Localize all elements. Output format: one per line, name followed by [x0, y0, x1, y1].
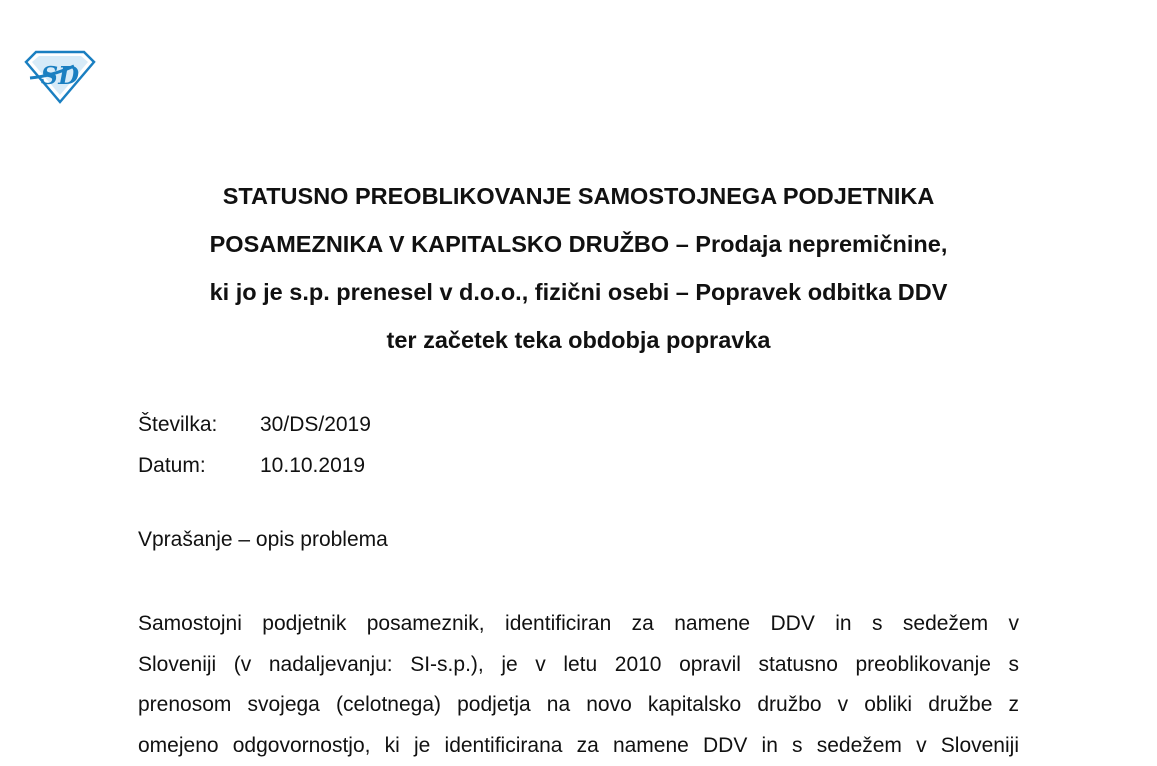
date-label: Datum:	[138, 445, 260, 486]
body-paragraph	[138, 604, 1019, 766]
number-row	[138, 404, 371, 445]
paragraph-line: omejeno odgovornostjo, ki je identificirana za namene DDV in s sedežem v Sloveniji	[138, 726, 1019, 766]
title-line: POSAMEZNIKA V KAPITALSKO DRUŽBO – Prodaja nepremičnine,	[0, 220, 1157, 268]
paragraph-line: Sloveniji (v nadaljevanju: SI-s.p.), je v letu 2010 opravil statusno preoblikovanje s	[138, 645, 1019, 686]
date-value: 10.10.2019	[260, 445, 365, 486]
document-meta	[138, 404, 371, 486]
date-row	[138, 445, 371, 486]
title-line: ki jo je s.p. prenesel v d.o.o., fizični osebi – Popravek odbitka DDV	[0, 268, 1157, 316]
sd-logo-icon	[22, 48, 96, 104]
section-heading: Vprašanje – opis problema	[138, 525, 388, 555]
number-value: 30/DS/2019	[260, 404, 371, 445]
paragraph-line: Samostojni podjetnik posameznik, identificiran za namene DDV in s sedežem v	[138, 604, 1019, 645]
number-label: Številka:	[138, 404, 260, 445]
document-title	[0, 172, 1157, 364]
title-line: STATUSNO PREOBLIKOVANJE SAMOSTOJNEGA PODJETNIKA	[0, 172, 1157, 220]
paragraph-line: prenosom svojega (celotnega) podjetja na novo kapitalsko družbo v obliki družbe z	[138, 685, 1019, 726]
logo-text: SD	[41, 61, 79, 90]
title-line: ter začetek teka obdobja popravka	[0, 316, 1157, 364]
